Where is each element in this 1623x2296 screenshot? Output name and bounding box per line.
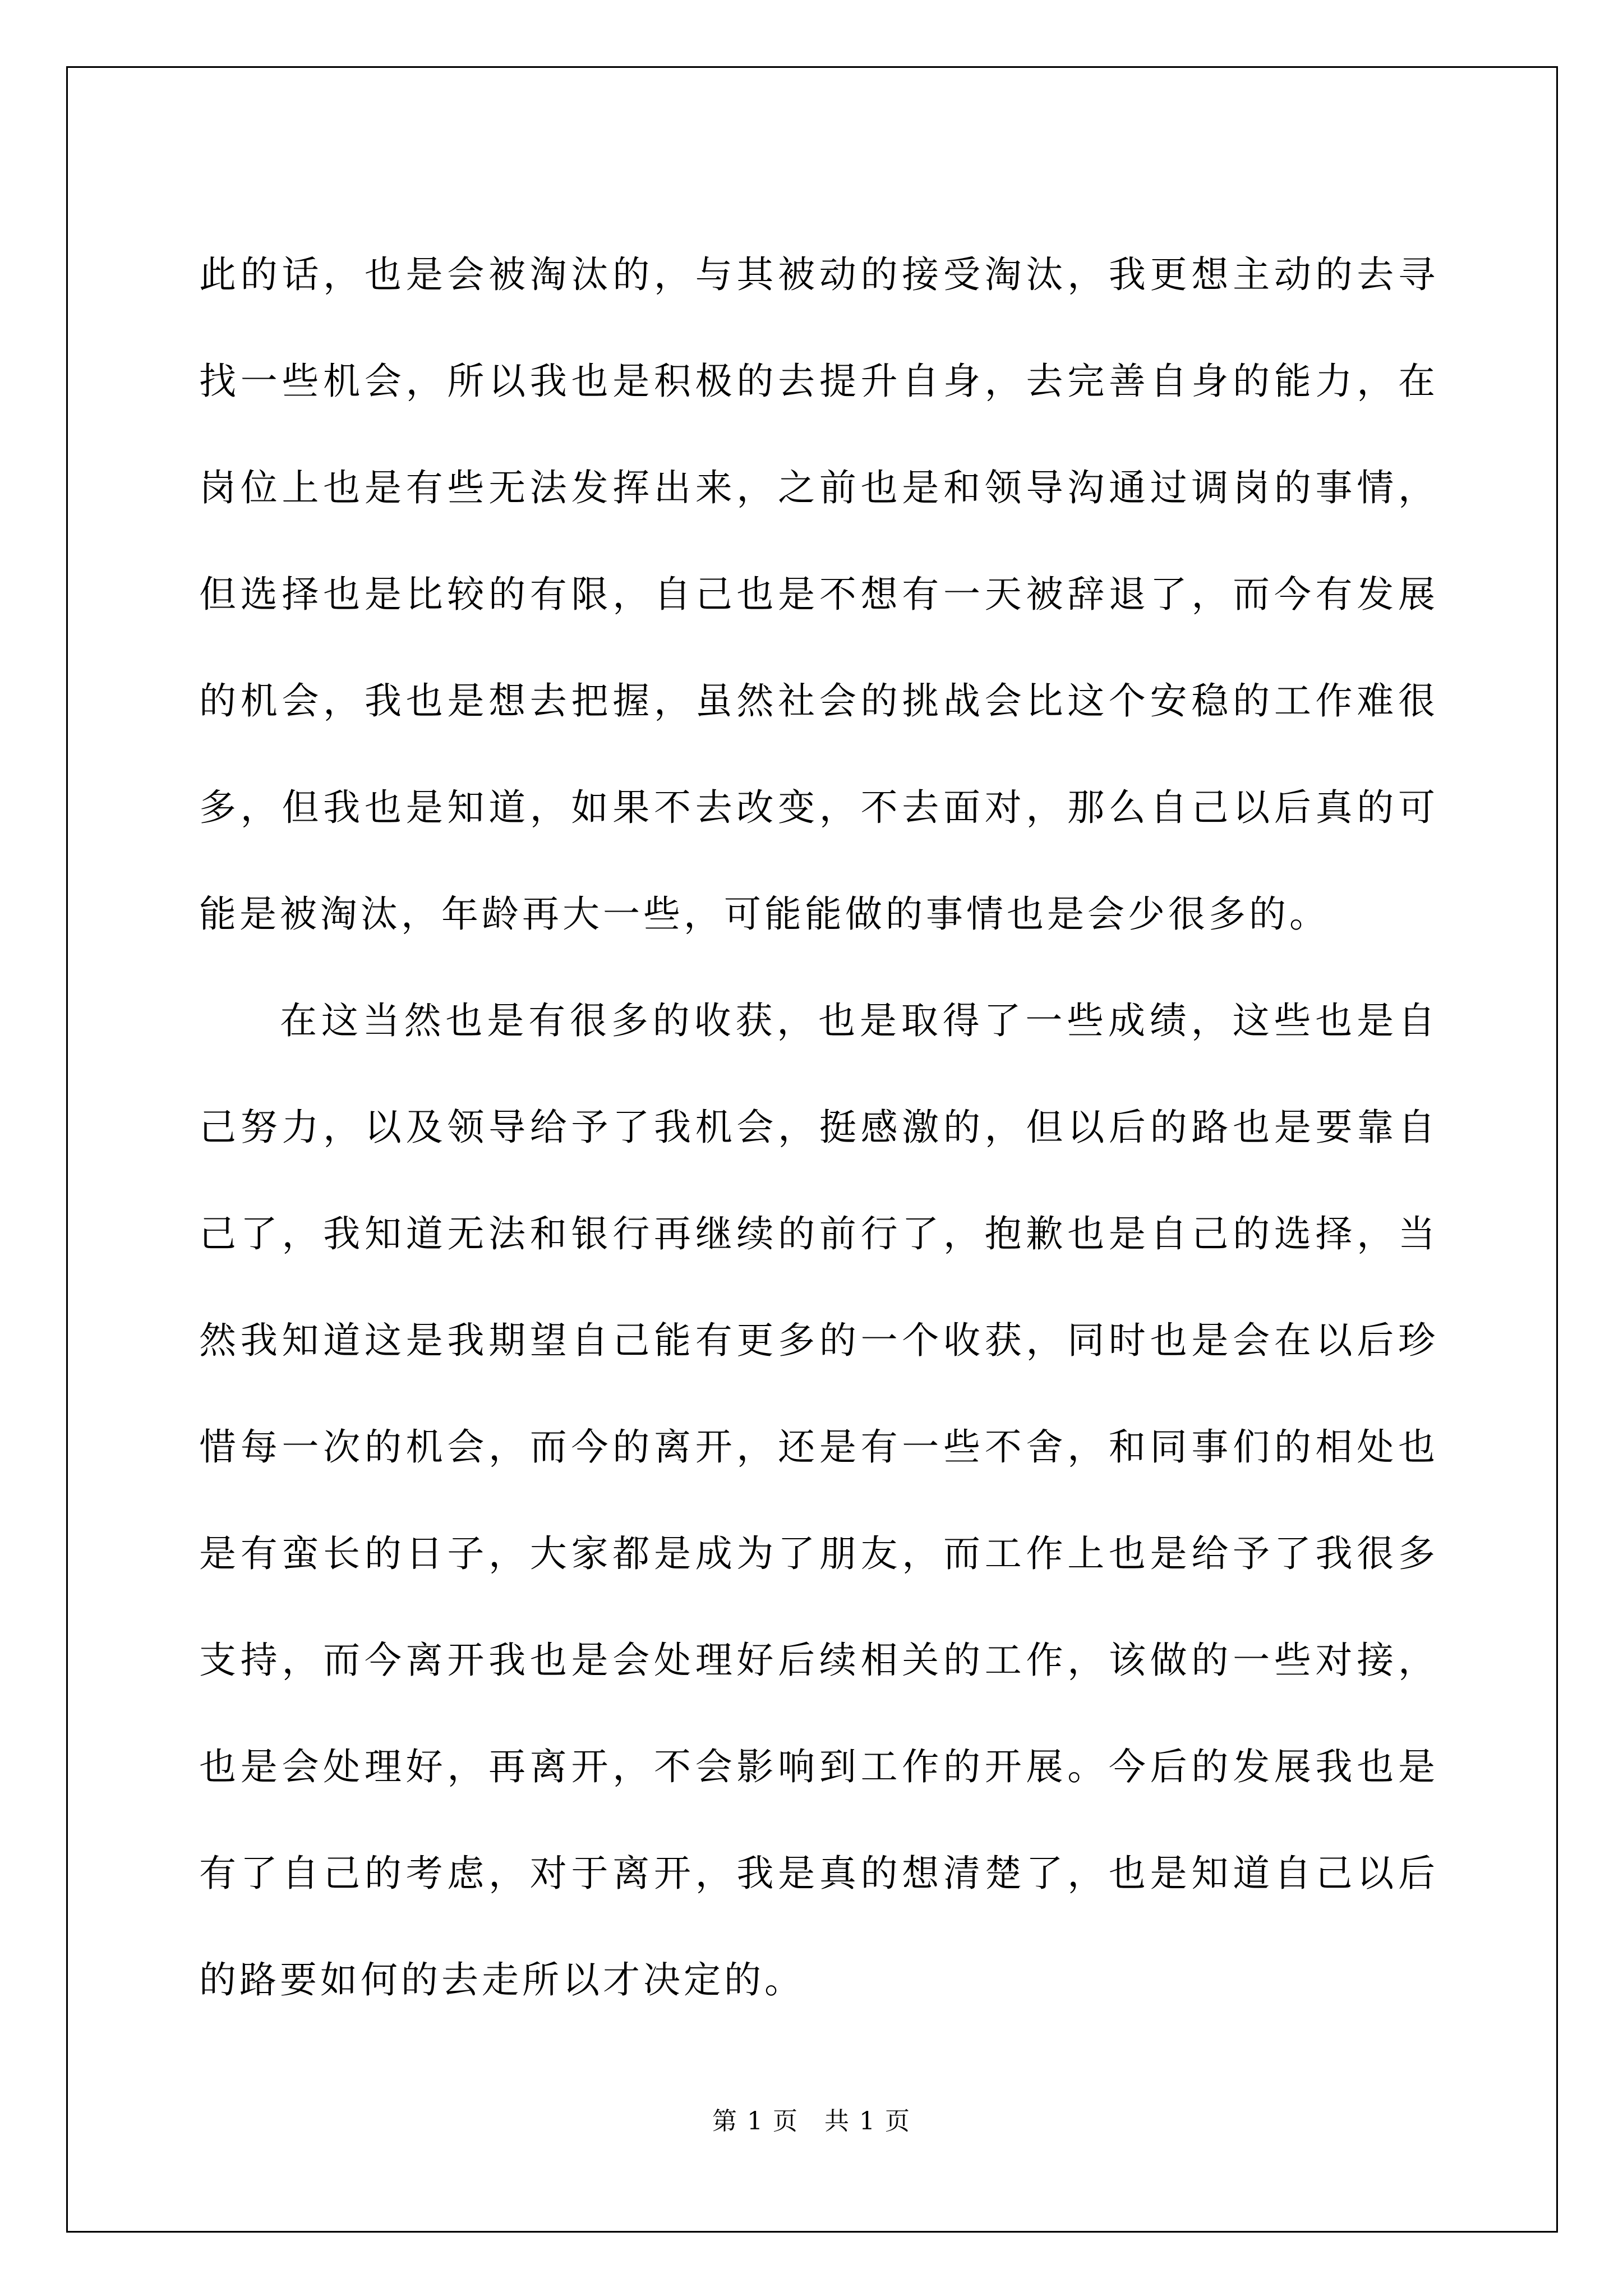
document-body bbox=[199, 222, 1438, 2033]
page-number-footer: 第 1 页 共 1 页 bbox=[712, 2107, 911, 2136]
paragraph-1: 此的话，也是会被淘汰的，与其被动的接受淘汰，我更想主动的去寻找一些机会，所以我也是积极的去提升自身，去完善自身的能力，在岗位上也是有些无法发挥出来，之前也是和领导沟通过调岗的事情，但选择也是比较的有限，自己也是不想有一天被辞退了，而今有发展的机会，我也是想去把握，虽然社会的挑战会比这个安稳的工作难很多，但我也是知道，如果不去改变，不去面对，那么自己以后真的可能是被淘汰，年龄再大一些，可能能做的事情也是会少很多的。 bbox=[199, 253, 1438, 936]
paragraph-2: 在这当然也是有很多的收获，也是取得了一些成绩，这些也是自己努力，以及领导给予了我机会，挺感激的，但以后的路也是要靠自己了，我知道无法和银行再继续的前行了，抱歉也是自己的选择，当然我知道这是我期望自己能有更多的一个收获，同时也是会在以后珍惜每一次的机会，而今的离开，还是有一些不舍，和同事们的相处也是有蛮长的日子，大家都是成为了朋友，而工作上也是给予了我很多支持，而今离开我也是会处理好后续相关的工作，该做的一些对接，也是会处理好，再离开，不会影响到工作的开展。今后的发展我也是有了自己的考虑，对于离开，我是真的想清楚了，也是知道自己以后的路要如何的去走所以才决定的。 bbox=[199, 999, 1438, 2001]
